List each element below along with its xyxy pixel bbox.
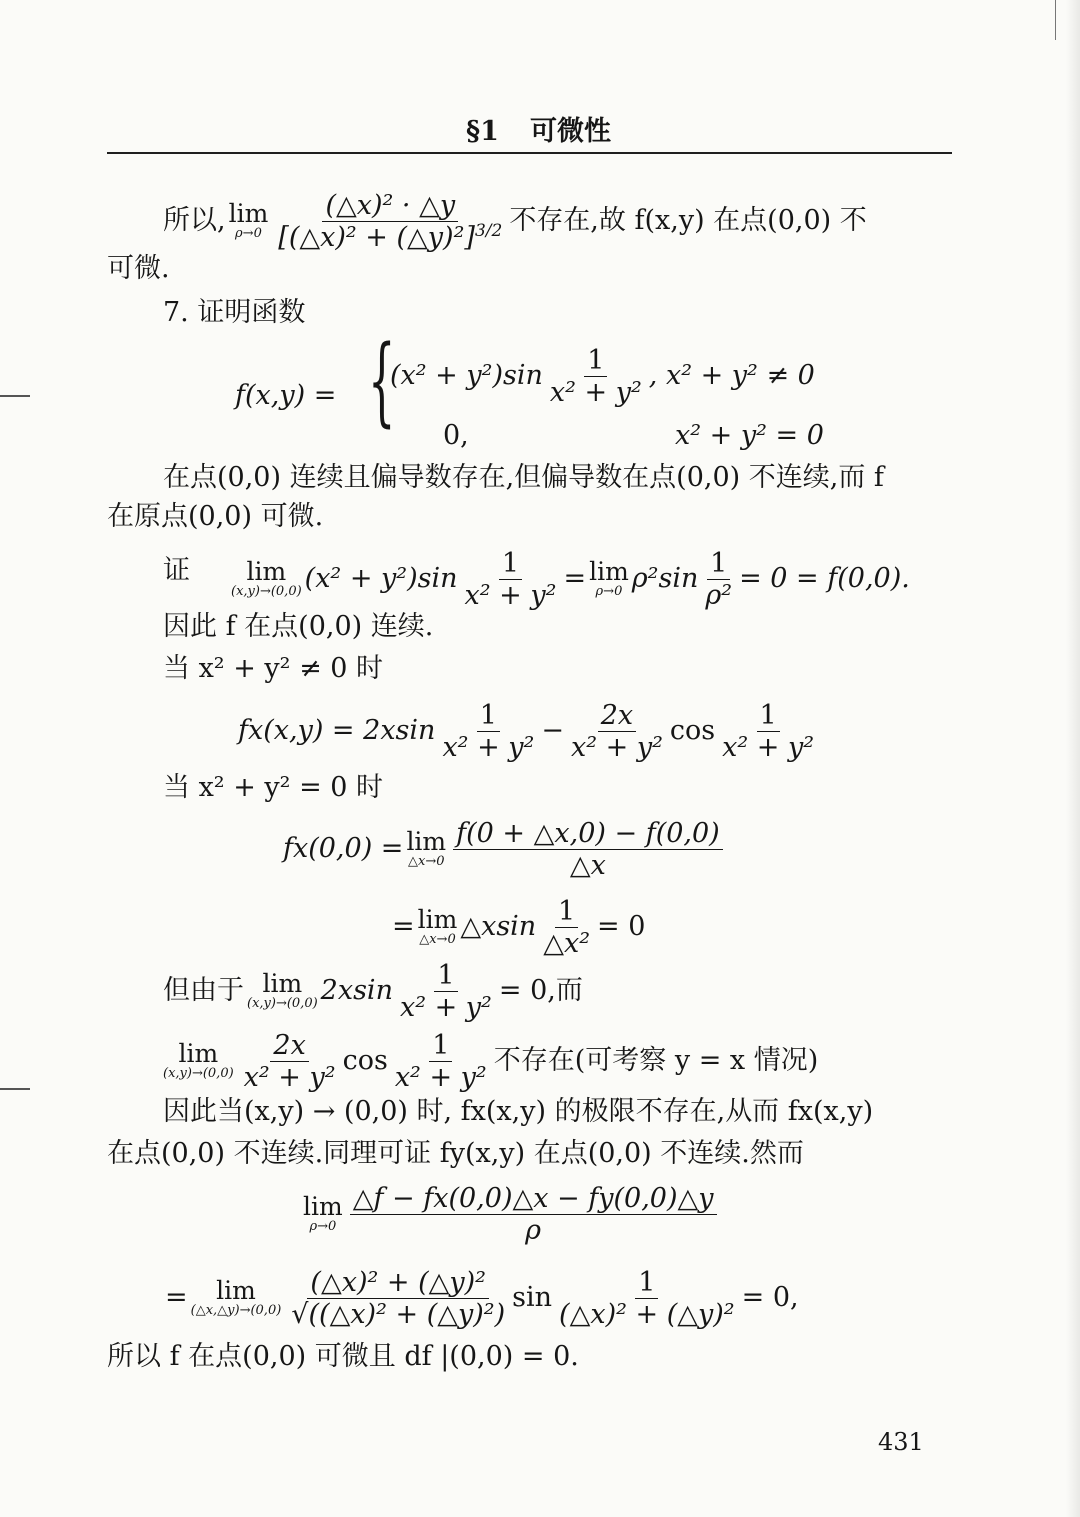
equals: =: [392, 911, 415, 943]
limit: lim ρ→0: [303, 1191, 343, 1235]
denominator: x² + y²: [243, 1062, 336, 1094]
equals: =: [563, 563, 587, 595]
denominator: x² + y²: [549, 377, 642, 409]
definition-case-1: [390, 345, 815, 408]
denominator: ρ²: [705, 580, 733, 612]
expression-end: = 0 = f(0,0).: [739, 563, 910, 595]
fraction: [392, 1030, 490, 1093]
page-edge-shadow: [1066, 0, 1080, 1517]
denominator: x² + y²: [722, 732, 815, 764]
fraction: [397, 960, 495, 1023]
limit: lim △x→0: [417, 904, 458, 948]
scan-mark: [0, 395, 30, 397]
fraction: [568, 700, 666, 763]
limit-statement: [163, 960, 583, 1023]
numerator: 2x: [270, 1030, 308, 1062]
exponent: 3/2: [474, 221, 503, 242]
differential-limit: [300, 1183, 721, 1246]
denominator: x² + y²: [442, 732, 535, 764]
numerator: 1: [555, 896, 578, 928]
limit: lim ρ→0: [228, 198, 269, 242]
problem-heading: 7. 证明函数: [163, 297, 306, 328]
numerator: 1: [707, 548, 730, 580]
limit: lim ρ→0: [589, 556, 629, 600]
brace: {: [368, 325, 396, 437]
expression: fx(x,y) = 2xsin: [238, 715, 436, 747]
paragraph-line: 因此 f 在点(0,0) 连续.: [163, 611, 434, 642]
partial-derivative-formula: [238, 700, 821, 763]
numerator: 2x: [598, 700, 636, 732]
limit-subscript: △x→0: [419, 932, 456, 948]
definition-lhs: f(x,y) =: [235, 380, 337, 411]
case-expression: (x² + y²)sin: [390, 360, 543, 392]
cos: cos: [669, 715, 716, 747]
conclusion-line: 所以 f 在点(0,0) 可微且 df |(0,0) = 0.: [107, 1341, 579, 1372]
text-suffix: 不存在,故 f(x,y) 在点(0,0) 不: [509, 205, 867, 237]
fraction: [439, 700, 537, 763]
fraction: [719, 700, 817, 763]
limit: lim (x,y)→(0,0): [163, 1038, 234, 1082]
numerator: 1: [434, 960, 457, 992]
partial-derivative-continued: [392, 896, 645, 959]
numerator: 1: [757, 700, 780, 732]
fraction: [547, 345, 645, 408]
denominator-text: [(△x)² + (△y)²]: [278, 222, 475, 254]
limit-statement: [160, 1030, 818, 1093]
limit: lim (△x,△y)→(0,0): [190, 1275, 282, 1319]
expression: ρ²sin: [631, 563, 699, 595]
partial-derivative-at-origin: [283, 818, 727, 881]
equals: =: [165, 1282, 188, 1314]
denominator: △x: [569, 850, 606, 882]
paragraph-line: 在点(0,0) 不连续.同理可证 fy(x,y) 在点(0,0) 不连续.然而: [107, 1138, 804, 1169]
expression: 2xsin: [320, 975, 393, 1007]
fraction: [462, 548, 560, 611]
fraction: [556, 1267, 738, 1330]
limit-subscript: (x,y)→(0,0): [247, 996, 318, 1012]
expression-end: = 0,而: [498, 975, 583, 1007]
expression: fx(0,0) =: [283, 833, 404, 865]
numerator: (△x)² · △y: [322, 190, 458, 222]
denominator: ρ: [525, 1215, 542, 1247]
numerator: (△x)² + (△y)²: [307, 1267, 489, 1299]
paragraph-line: 当 x² + y² ≠ 0 时: [163, 653, 384, 684]
fraction: [453, 818, 723, 881]
page-number: 431: [878, 1428, 924, 1456]
paragraph-line: 因此当(x,y) → (0,0) 时, fx(x,y) 的极限不存在,从而 fx(x,y): [163, 1096, 874, 1127]
scan-mark: [0, 1088, 30, 1090]
proof-formula: [228, 548, 910, 611]
fraction: [288, 1267, 508, 1330]
expression: △xsin: [460, 911, 537, 943]
denominator: x² + y²: [570, 732, 663, 764]
expression-end: = 0,: [741, 1282, 799, 1314]
text-prefix: 但由于: [163, 975, 244, 1007]
page-edge-line: [1055, 0, 1056, 40]
numerator: 1: [499, 548, 522, 580]
paragraph-line: 在原点(0,0) 可微.: [107, 501, 324, 532]
paragraph-line: 在点(0,0) 连续且偏导数存在,但偏导数在点(0,0) 不连续,而 f: [163, 462, 884, 493]
denominator: △x²: [543, 928, 591, 960]
numerator: 1: [477, 700, 500, 732]
minus: −: [541, 715, 564, 747]
fraction: [540, 896, 593, 959]
limit: lim △x→0: [406, 826, 447, 870]
limit-subscript: (△x,△y)→(0,0): [190, 1303, 282, 1319]
limit-subscript: ρ→0: [595, 584, 623, 600]
section-number: §1: [466, 116, 499, 147]
numerator: 1: [635, 1267, 658, 1299]
numerator: 1: [429, 1030, 452, 1062]
denominator: x² + y²: [399, 992, 492, 1024]
denominator: (△x)² + (△y)²: [559, 1299, 735, 1331]
formula-line-1: [163, 190, 867, 253]
section-title: 可微性: [530, 116, 611, 147]
limit: lim (x,y)→(0,0): [247, 968, 318, 1012]
numerator: f(0 + △x,0) − f(0,0): [453, 818, 723, 850]
text-prefix: 所以,: [163, 205, 226, 237]
proof-label: 证: [163, 555, 190, 586]
numerator: △f − fx(0,0)△x − fy(0,0)△y: [350, 1183, 717, 1215]
fraction: [241, 1030, 339, 1093]
numerator: 1: [584, 345, 607, 377]
denominator: x² + y²: [394, 1062, 487, 1094]
fraction: [275, 190, 505, 253]
definition-case-2-value: 0,: [443, 420, 469, 451]
paragraph-line: 可微.: [107, 253, 170, 284]
fraction: [702, 548, 735, 611]
header-rule: [107, 152, 952, 154]
limit-subscript: (x,y)→(0,0): [163, 1066, 234, 1082]
case-condition: , x² + y² ≠ 0: [648, 360, 815, 392]
text-suffix: 不存在(可考察 y = x 情况): [493, 1045, 819, 1077]
expression-end: = 0: [597, 911, 646, 943]
denominator: x² + y²: [464, 580, 557, 612]
limit-subscript: (x,y)→(0,0): [231, 584, 302, 600]
denominator: √((△x)² + (△y)²): [291, 1299, 506, 1331]
differential-limit-continued: [165, 1267, 799, 1330]
limit-subscript: ρ→0: [309, 1219, 337, 1235]
cos: cos: [342, 1045, 388, 1077]
paragraph-line: 当 x² + y² = 0 时: [163, 772, 384, 803]
sin: sin: [512, 1282, 553, 1314]
limit-subscript: ρ→0: [235, 226, 262, 242]
limit: lim (x,y)→(0,0): [231, 556, 302, 600]
fraction: [350, 1183, 717, 1246]
expression: (x² + y²)sin: [304, 563, 458, 595]
definition-case-2-condition: x² + y² = 0: [675, 420, 824, 451]
limit-subscript: △x→0: [408, 854, 445, 870]
denominator: [275, 222, 505, 253]
